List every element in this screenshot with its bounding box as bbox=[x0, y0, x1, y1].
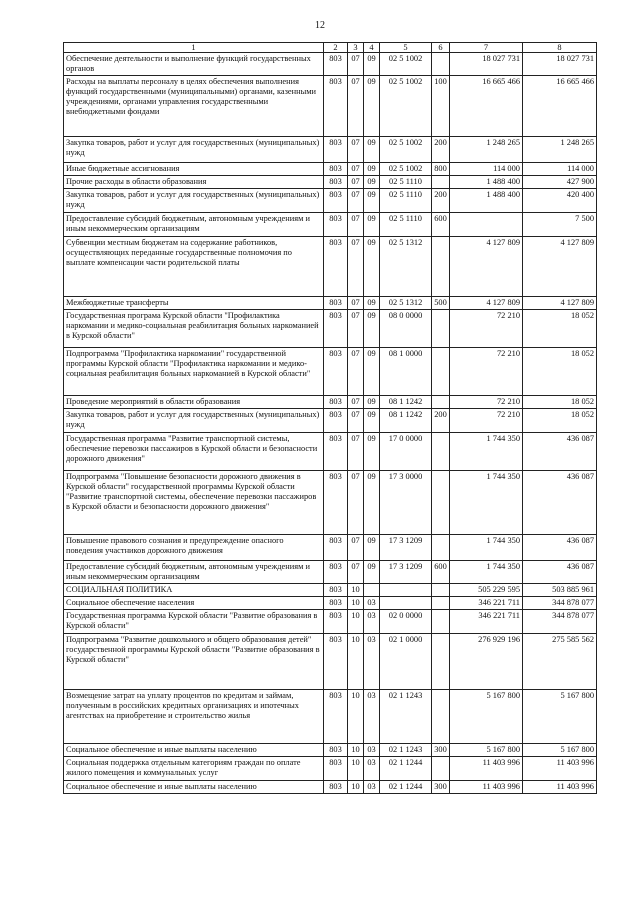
column-header: 1 bbox=[64, 43, 324, 53]
section-code: 07 bbox=[348, 76, 364, 137]
table-row bbox=[64, 584, 597, 597]
amount-year-2: 503 885 961 bbox=[523, 584, 597, 597]
subsection-code: 09 bbox=[364, 409, 380, 433]
subsection-code: 03 bbox=[364, 597, 380, 610]
table-row bbox=[64, 76, 597, 137]
amount-year-1: 114 000 bbox=[450, 163, 523, 176]
subsection-code: 09 bbox=[364, 297, 380, 310]
subsection-code: 09 bbox=[364, 237, 380, 297]
row-name: Предоставление субсидий бюджетным, автономным учреждениям и иным некоммерческим организациям bbox=[64, 213, 324, 237]
subsection-code: 09 bbox=[364, 189, 380, 213]
table-row bbox=[64, 433, 597, 471]
row-name: Подпрограмма "Профилактика наркомании" государственной программы Курской области "Профилактика наркомании и медико-социальная реабилитация больных наркоманией в Курской области" bbox=[64, 348, 324, 396]
amount-year-2: 420 400 bbox=[523, 189, 597, 213]
amount-year-1: 18 027 731 bbox=[450, 53, 523, 76]
subsection-code: 09 bbox=[364, 76, 380, 137]
row-name: Закупка товаров, работ и услуг для государственных (муниципальных) нужд bbox=[64, 189, 324, 213]
expense-type-code bbox=[432, 597, 450, 610]
table-row bbox=[64, 634, 597, 690]
expense-type-code: 200 bbox=[432, 189, 450, 213]
expense-type-code bbox=[432, 53, 450, 76]
amount-year-2: 114 000 bbox=[523, 163, 597, 176]
budget-table bbox=[63, 42, 597, 794]
ministry-code: 803 bbox=[324, 53, 348, 76]
amount-year-1: 11 403 996 bbox=[450, 757, 523, 781]
amount-year-2: 436 087 bbox=[523, 561, 597, 584]
ministry-code: 803 bbox=[324, 433, 348, 471]
table-row bbox=[64, 137, 597, 163]
amount-year-2: 436 087 bbox=[523, 535, 597, 561]
amount-year-2: 4 127 809 bbox=[523, 297, 597, 310]
row-name: Проведение мероприятий в области образования bbox=[64, 396, 324, 409]
subsection-code: 03 bbox=[364, 757, 380, 781]
row-name: Расходы на выплаты персоналу в целях обеспечения выполнения функций государственными (муниципальными) органами, казенными учреждениями, органами управления государственными внебюджетными фондами bbox=[64, 76, 324, 137]
table-header bbox=[64, 43, 597, 53]
amount-year-1: 1 488 400 bbox=[450, 176, 523, 189]
section-code: 10 bbox=[348, 757, 364, 781]
amount-year-1: 11 403 996 bbox=[450, 781, 523, 794]
subsection-code: 03 bbox=[364, 781, 380, 794]
row-name: Закупка товаров, работ и услуг для государственных (муниципальных) нужд bbox=[64, 409, 324, 433]
table-row bbox=[64, 396, 597, 409]
row-name: Подпрограмма "Повышение безопасности дорожного движения в Курской области" государственной программы Курской области "Развитие транспортной системы, обеспечение перевозки пассажиров в Курской области и безопасности дорожного движения" bbox=[64, 471, 324, 535]
expense-type-code bbox=[432, 690, 450, 744]
section-code: 07 bbox=[348, 137, 364, 163]
section-code: 07 bbox=[348, 471, 364, 535]
ministry-code: 803 bbox=[324, 396, 348, 409]
expense-type-code bbox=[432, 471, 450, 535]
table-row bbox=[64, 163, 597, 176]
subsection-code: 09 bbox=[364, 137, 380, 163]
table-row bbox=[64, 213, 597, 237]
subsection-code: 03 bbox=[364, 610, 380, 634]
amount-year-2: 1 248 265 bbox=[523, 137, 597, 163]
ministry-code: 803 bbox=[324, 213, 348, 237]
amount-year-1: 16 665 466 bbox=[450, 76, 523, 137]
row-name: Повышение правового сознания и предупреждение опасного поведения участников дорожного движения bbox=[64, 535, 324, 561]
row-name: Субвенции местным бюджетам на содержание работников, осуществляющих переданные государственные полномочия по выплате компенсации части родительской платы bbox=[64, 237, 324, 297]
expense-type-code bbox=[432, 176, 450, 189]
row-name: Предоставление субсидий бюджетным, автономным учреждениям и иным некоммерческим организациям bbox=[64, 561, 324, 584]
amount-year-2: 16 665 466 bbox=[523, 76, 597, 137]
amount-year-2: 436 087 bbox=[523, 471, 597, 535]
section-code: 10 bbox=[348, 690, 364, 744]
amount-year-2: 5 167 800 bbox=[523, 744, 597, 757]
section-code: 10 bbox=[348, 610, 364, 634]
table-body bbox=[64, 53, 597, 794]
ministry-code: 803 bbox=[324, 690, 348, 744]
column-header: 7 bbox=[450, 43, 523, 53]
row-name: Государственная программа Курской области "Развитие образования в Курской области" bbox=[64, 610, 324, 634]
expense-type-code bbox=[432, 396, 450, 409]
table-row bbox=[64, 409, 597, 433]
subsection-code: 09 bbox=[364, 53, 380, 76]
amount-year-2: 18 052 bbox=[523, 396, 597, 409]
subsection-code: 09 bbox=[364, 310, 380, 348]
section-code: 07 bbox=[348, 348, 364, 396]
amount-year-1: 346 221 711 bbox=[450, 610, 523, 634]
target-article-code: 02 1 1244 bbox=[380, 757, 432, 781]
expense-type-code: 500 bbox=[432, 297, 450, 310]
expense-type-code bbox=[432, 433, 450, 471]
section-code: 07 bbox=[348, 53, 364, 76]
table-row bbox=[64, 597, 597, 610]
target-article-code: 02 5 1110 bbox=[380, 189, 432, 213]
section-code: 07 bbox=[348, 189, 364, 213]
amount-year-1: 72 210 bbox=[450, 348, 523, 396]
ministry-code: 803 bbox=[324, 781, 348, 794]
expense-type-code bbox=[432, 757, 450, 781]
amount-year-1: 72 210 bbox=[450, 409, 523, 433]
section-code: 07 bbox=[348, 176, 364, 189]
amount-year-2: 18 052 bbox=[523, 310, 597, 348]
amount-year-1: 72 210 bbox=[450, 396, 523, 409]
section-code: 07 bbox=[348, 409, 364, 433]
section-code: 07 bbox=[348, 535, 364, 561]
amount-year-2: 18 052 bbox=[523, 348, 597, 396]
amount-year-1: 1 744 350 bbox=[450, 535, 523, 561]
amount-year-2: 344 878 077 bbox=[523, 597, 597, 610]
subsection-code: 09 bbox=[364, 213, 380, 237]
expense-type-code: 600 bbox=[432, 561, 450, 584]
table-row bbox=[64, 53, 597, 76]
table-row bbox=[64, 610, 597, 634]
table-row bbox=[64, 176, 597, 189]
row-name: Подпрограмма "Развитие дошкольного и общего образования детей" государственной программы Курской области "Развитие образования в Курской области" bbox=[64, 634, 324, 690]
page-number: 12 bbox=[315, 20, 325, 31]
subsection-code: 09 bbox=[364, 176, 380, 189]
subsection-code: 09 bbox=[364, 471, 380, 535]
target-article-code: 08 1 1242 bbox=[380, 409, 432, 433]
target-article-code: 02 1 1243 bbox=[380, 690, 432, 744]
table-row bbox=[64, 535, 597, 561]
target-article-code: 17 0 0000 bbox=[380, 433, 432, 471]
row-name: СОЦИАЛЬНАЯ ПОЛИТИКА bbox=[64, 584, 324, 597]
row-name: Социальная поддержка отдельным категориям граждан по оплате жилого помещения и коммунальных услуг bbox=[64, 757, 324, 781]
ministry-code: 803 bbox=[324, 757, 348, 781]
row-name: Обеспечение деятельности и выполнение функций государственных органов bbox=[64, 53, 324, 76]
row-name: Социальное обеспечение и иные выплаты населению bbox=[64, 744, 324, 757]
expense-type-code: 200 bbox=[432, 409, 450, 433]
subsection-code: 09 bbox=[364, 163, 380, 176]
expense-type-code: 200 bbox=[432, 137, 450, 163]
expense-type-code: 800 bbox=[432, 163, 450, 176]
amount-year-1: 72 210 bbox=[450, 310, 523, 348]
ministry-code: 803 bbox=[324, 176, 348, 189]
amount-year-2: 18 027 731 bbox=[523, 53, 597, 76]
column-header: 3 bbox=[348, 43, 364, 53]
target-article-code bbox=[380, 597, 432, 610]
table-row bbox=[64, 237, 597, 297]
column-header: 2 bbox=[324, 43, 348, 53]
subsection-code: 09 bbox=[364, 348, 380, 396]
target-article-code: 02 0 0000 bbox=[380, 610, 432, 634]
amount-year-2: 5 167 800 bbox=[523, 690, 597, 744]
section-code: 07 bbox=[348, 237, 364, 297]
row-name: Социальное обеспечение и иные выплаты населению bbox=[64, 781, 324, 794]
column-header: 5 bbox=[380, 43, 432, 53]
section-code: 10 bbox=[348, 597, 364, 610]
ministry-code: 803 bbox=[324, 744, 348, 757]
target-article-code: 02 1 1243 bbox=[380, 744, 432, 757]
subsection-code: 09 bbox=[364, 396, 380, 409]
column-header: 6 bbox=[432, 43, 450, 53]
section-code: 07 bbox=[348, 433, 364, 471]
target-article-code: 17 3 0000 bbox=[380, 471, 432, 535]
column-header: 4 bbox=[364, 43, 380, 53]
ministry-code: 803 bbox=[324, 561, 348, 584]
ministry-code: 803 bbox=[324, 137, 348, 163]
ministry-code: 803 bbox=[324, 597, 348, 610]
amount-year-2: 427 900 bbox=[523, 176, 597, 189]
amount-year-2: 11 403 996 bbox=[523, 781, 597, 794]
target-article-code: 17 3 1209 bbox=[380, 535, 432, 561]
section-code: 10 bbox=[348, 634, 364, 690]
expense-type-code bbox=[432, 535, 450, 561]
row-name: Прочие расходы в области образования bbox=[64, 176, 324, 189]
ministry-code: 803 bbox=[324, 584, 348, 597]
amount-year-2: 436 087 bbox=[523, 433, 597, 471]
amount-year-1 bbox=[450, 213, 523, 237]
ministry-code: 803 bbox=[324, 163, 348, 176]
column-header: 8 bbox=[523, 43, 597, 53]
amount-year-2: 275 585 562 bbox=[523, 634, 597, 690]
amount-year-1: 1 744 350 bbox=[450, 561, 523, 584]
amount-year-1: 1 744 350 bbox=[450, 471, 523, 535]
ministry-code: 803 bbox=[324, 189, 348, 213]
section-code: 07 bbox=[348, 561, 364, 584]
amount-year-1: 4 127 809 bbox=[450, 297, 523, 310]
target-article-code: 08 1 1242 bbox=[380, 396, 432, 409]
subsection-code: 03 bbox=[364, 634, 380, 690]
row-name: Закупка товаров, работ и услуг для государственных (муниципальных) нужд bbox=[64, 137, 324, 163]
section-code: 10 bbox=[348, 584, 364, 597]
amount-year-2: 4 127 809 bbox=[523, 237, 597, 297]
target-article-code: 17 3 1209 bbox=[380, 561, 432, 584]
ministry-code: 803 bbox=[324, 76, 348, 137]
row-name: Государственная программа "Развитие транспортной системы, обеспечение перевозки пассажиров в Курской области и безопасности дорожного движения" bbox=[64, 433, 324, 471]
subsection-code: 09 bbox=[364, 561, 380, 584]
ministry-code: 803 bbox=[324, 310, 348, 348]
target-article-code: 02 5 1312 bbox=[380, 237, 432, 297]
target-article-code: 08 1 0000 bbox=[380, 348, 432, 396]
amount-year-2: 344 878 077 bbox=[523, 610, 597, 634]
amount-year-1: 1 248 265 bbox=[450, 137, 523, 163]
expense-type-code bbox=[432, 310, 450, 348]
amount-year-2: 18 052 bbox=[523, 409, 597, 433]
expense-type-code bbox=[432, 584, 450, 597]
section-code: 10 bbox=[348, 744, 364, 757]
amount-year-1: 5 167 800 bbox=[450, 744, 523, 757]
row-name: Возмещение затрат на уплату процентов по кредитам и займам, полученным в российских кредитных организациях и ипотечных агентствах на приобретение и строительство жилья bbox=[64, 690, 324, 744]
amount-year-1: 505 229 595 bbox=[450, 584, 523, 597]
target-article-code: 08 0 0000 bbox=[380, 310, 432, 348]
expense-type-code bbox=[432, 237, 450, 297]
ministry-code: 803 bbox=[324, 409, 348, 433]
table-row bbox=[64, 310, 597, 348]
target-article-code: 02 1 1244 bbox=[380, 781, 432, 794]
subsection-code: 09 bbox=[364, 535, 380, 561]
expense-type-code: 600 bbox=[432, 213, 450, 237]
ministry-code: 803 bbox=[324, 535, 348, 561]
ministry-code: 803 bbox=[324, 297, 348, 310]
table-row bbox=[64, 561, 597, 584]
table-row bbox=[64, 744, 597, 757]
ministry-code: 803 bbox=[324, 634, 348, 690]
amount-year-2: 11 403 996 bbox=[523, 757, 597, 781]
row-name: Государственная програма Курской области "Профилактика наркомании и медико-социальная реабилитация больных наркоманией в Курской области" bbox=[64, 310, 324, 348]
row-name: Социальное обеспечение населения bbox=[64, 597, 324, 610]
subsection-code: 03 bbox=[364, 690, 380, 744]
ministry-code: 803 bbox=[324, 237, 348, 297]
expense-type-code: 300 bbox=[432, 744, 450, 757]
amount-year-2: 7 500 bbox=[523, 213, 597, 237]
section-code: 07 bbox=[348, 297, 364, 310]
target-article-code: 02 5 1002 bbox=[380, 137, 432, 163]
subsection-code bbox=[364, 584, 380, 597]
section-code: 07 bbox=[348, 213, 364, 237]
section-code: 10 bbox=[348, 781, 364, 794]
table-row bbox=[64, 757, 597, 781]
table-row bbox=[64, 781, 597, 794]
section-code: 07 bbox=[348, 396, 364, 409]
row-name: Иные бюджетные ассигнования bbox=[64, 163, 324, 176]
target-article-code: 02 5 1002 bbox=[380, 163, 432, 176]
table-row bbox=[64, 348, 597, 396]
expense-type-code: 100 bbox=[432, 76, 450, 137]
ministry-code: 803 bbox=[324, 610, 348, 634]
amount-year-1: 276 929 196 bbox=[450, 634, 523, 690]
target-article-code: 02 5 1110 bbox=[380, 213, 432, 237]
row-name: Межбюджетные трансферты bbox=[64, 297, 324, 310]
section-code: 07 bbox=[348, 163, 364, 176]
table-row bbox=[64, 690, 597, 744]
table-row bbox=[64, 297, 597, 310]
amount-year-1: 5 167 800 bbox=[450, 690, 523, 744]
ministry-code: 803 bbox=[324, 471, 348, 535]
expense-type-code bbox=[432, 634, 450, 690]
amount-year-1: 346 221 711 bbox=[450, 597, 523, 610]
expense-type-code bbox=[432, 610, 450, 634]
section-code: 07 bbox=[348, 310, 364, 348]
target-article-code bbox=[380, 584, 432, 597]
target-article-code: 02 1 0000 bbox=[380, 634, 432, 690]
table-row bbox=[64, 471, 597, 535]
target-article-code: 02 5 1002 bbox=[380, 76, 432, 137]
amount-year-1: 1 488 400 bbox=[450, 189, 523, 213]
expense-type-code: 300 bbox=[432, 781, 450, 794]
subsection-code: 03 bbox=[364, 744, 380, 757]
target-article-code: 02 5 1312 bbox=[380, 297, 432, 310]
expense-type-code bbox=[432, 348, 450, 396]
ministry-code: 803 bbox=[324, 348, 348, 396]
target-article-code: 02 5 1002 bbox=[380, 53, 432, 76]
subsection-code: 09 bbox=[364, 433, 380, 471]
amount-year-1: 4 127 809 bbox=[450, 237, 523, 297]
amount-year-1: 1 744 350 bbox=[450, 433, 523, 471]
table-row bbox=[64, 189, 597, 213]
target-article-code: 02 5 1110 bbox=[380, 176, 432, 189]
